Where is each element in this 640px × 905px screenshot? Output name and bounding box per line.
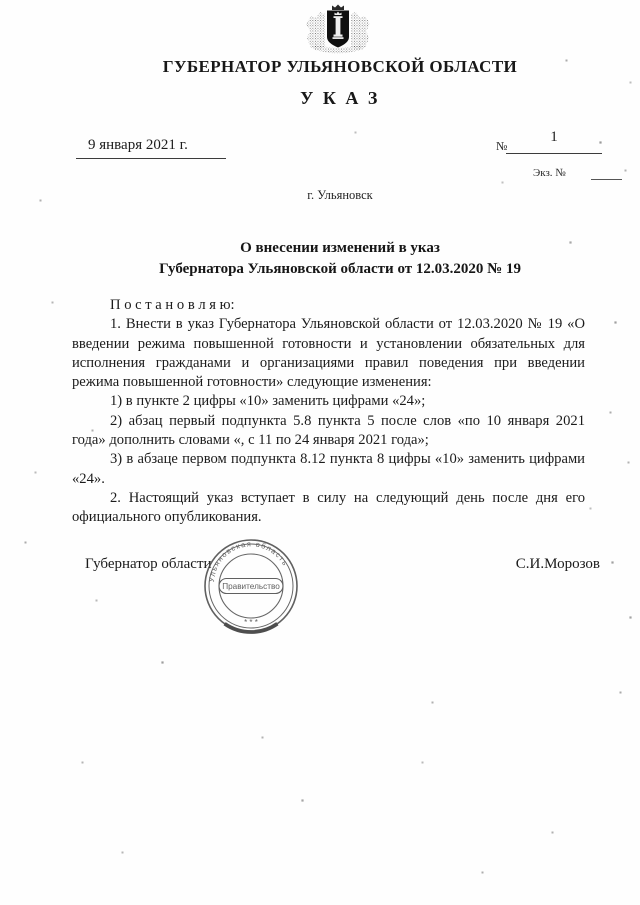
paragraph-2: 2. Настоящий указ вступает в силу на следующий день после дня его официального опубликования. [72, 489, 585, 526]
official-round-stamp [196, 536, 306, 638]
document-title-line2: Губернатора Ульяновской области от 12.03.2020 № 19 [159, 261, 521, 277]
signer-name: С.И.Морозов [515, 556, 600, 572]
copy-number-underline [591, 179, 622, 180]
document-title [75, 238, 605, 280]
svg-text:Ульяновская область [207, 539, 290, 582]
doc-number-underline [506, 153, 602, 154]
document-body [72, 296, 585, 528]
city-line: г. Ульяновск [307, 188, 373, 202]
copy-number-label: Экз. № [533, 167, 566, 179]
doc-number-label: № [496, 139, 508, 153]
resolve-word: П о с т а н о в л я ю: [110, 297, 235, 313]
list-item-3: 3) в абзаце первом подпункта 8.12 пункта 8 цифры «10» заменить цифрами «24». [72, 451, 585, 487]
org-name: ГУБЕРНАТОР УЛЬЯНОВСКОЙ ОБЛАСТИ [162, 57, 518, 76]
stamp-bottom-marks: * * * [244, 618, 258, 627]
document-title-line1: О внесении изменений в указ [240, 240, 440, 256]
doc-date: 9 января 2021 г. [88, 137, 188, 153]
doc-number-value: 1 [550, 129, 558, 145]
stamp-ring-text: Ульяновская область [206, 539, 291, 583]
scan-noise [0, 0, 1, 1]
list-item-1: 1) в пункте 2 цифры «10» заменить цифрами «24»; [110, 393, 426, 410]
signature-row [85, 556, 600, 573]
doc-type-title: У К А З [300, 88, 380, 108]
stamp-center-text: Правительство [222, 582, 280, 591]
paragraph-1: 1. Внести в указ Губернатора Ульяновской области от 12.03.2020 № 19 «О введении режима повышенной готовности и установлении обязательных для исполнения гражданами и организациями правил поведения при введении режима повышенной готовности» следующие изменения: [72, 316, 585, 391]
list-item-2: 2) абзац первый подпункта 5.8 пункта 5 после слов «по 10 января 2021 года» дополнить словами «, с 11 по 24 января 2021 года»; [72, 412, 585, 449]
coat-of-arms-icon [299, 4, 377, 56]
date-underline [76, 158, 226, 159]
signer-position: Губернатор области [85, 556, 212, 572]
